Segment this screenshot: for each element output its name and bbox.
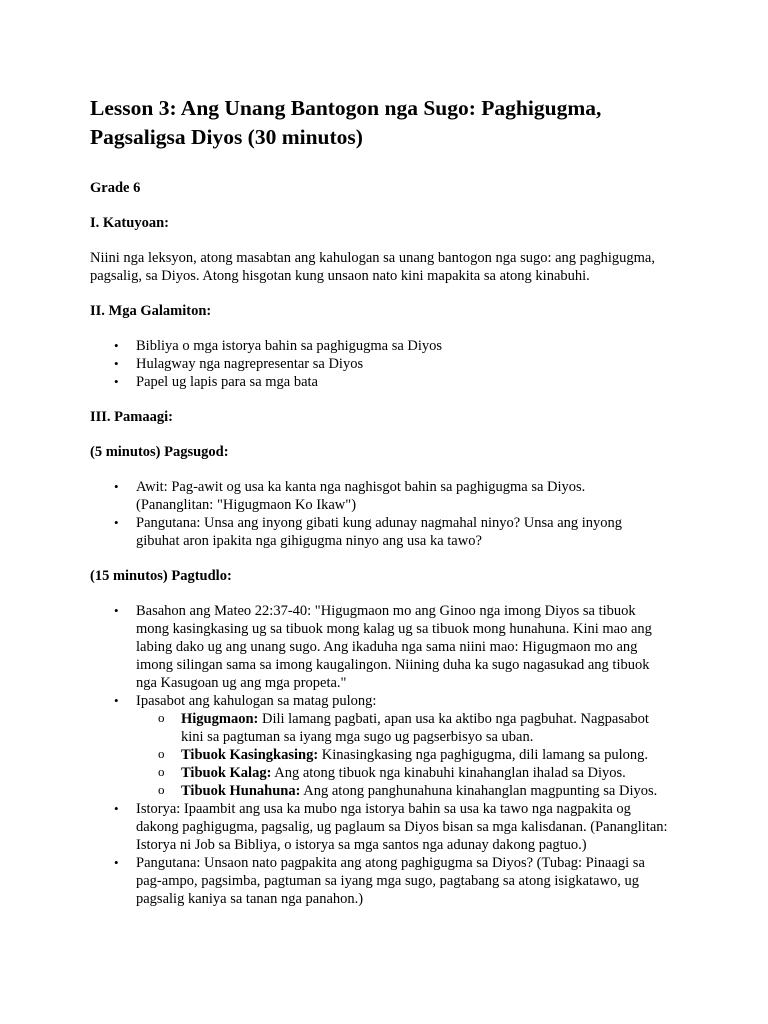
objective-heading: I. Katuyoan: [90,215,169,231]
materials-heading: II. Mga Galamiton: [90,303,212,319]
terms-list [136,710,671,800]
term-item [158,746,671,764]
bullet-icon: • [114,338,119,353]
list-item: • Bibliya o mga istorya bahin sa paghigugma sa Diyos [114,338,443,354]
list-item: • Awit: Pag-awit og usa ka kanta nga naghisgot bahin sa paghigugma sa Diyos. (Pananglitan: "Higugmaon Ko Ikaw") [114,479,586,513]
opening-list [90,478,666,550]
term-definition: Kinasingkasing nga paghigugma, dili lamang sa pulong. [318,747,648,763]
teaching-list [90,602,671,908]
list-item: • Ipasabot ang kahulogan sa matag pulong: o Higugmaon: Dili lamang pagbati, apan usa ka aktibo nga pagbuhat. Nagpasabot kini sa pagtuman sa iyang mga sugo ug pagserbisyo sa uban. o Tibuok Kasingkasing: Kinasingkasing nga paghigugma, dili lamang sa pulong. o Tibuok Kalag: Ang atong tibuok nga kinabuhi kinahanglan ihalad sa Diyos. o Tibuok Hunahuna: Ang atong panghunahuna kinahanglan magpunting sa Diyos. [136,692,671,800]
procedure-heading: III. Pamaagi: [90,409,173,425]
objective-text: Niini nga leksyon, atong masabtan ang kahulogan sa unang bantogon nga sugo: ang paghigugma, pagsalig, sa Diyos. Atong hisgotan kung unsaon nato kini mapakita sa atong kinabuhi. [90,250,655,284]
term-definition: Ang atong panghunahuna kinahanglan magpunting sa Diyos. [300,783,658,799]
term-definition: Ang atong tibuok nga kinabuhi kinahanglan ihalad sa Diyos. [271,765,626,781]
bullet-icon: • [114,603,119,618]
term-item [158,764,671,782]
list-item: • Hulagway nga nagrepresentar sa Diyos [114,356,364,372]
list-item: • Istorya: Ipaambit ang usa ka mubo nga istorya bahin sa usa ka tawo nga nagpakita og dakong paghigugma, pagsalig, ug paglaum sa Diyos bisan sa mga kalisdanan. (Pananglitan: Istorya ni Job sa Bibliya, o istorya sa mga santos nga adunay dakong pagtuo.) [114,801,668,853]
bullet-icon: • [114,479,119,494]
term-item [158,782,671,800]
bullet-icon: • [114,515,119,530]
teaching-heading: (15 minutos) Pagtudlo: [90,568,232,584]
term-label: Tibuok Hunahuna: [181,783,301,799]
bullet-icon: • [114,801,119,816]
term-label: Tibuok Kalag: [181,765,272,781]
list-item: • Pangutana: Unsaon nato pagpakita ang atong paghigugma sa Diyos? (Tubag: Pinaagi sa pag-ampo, pagsimba, pagtuman sa iyang mga sugo, pagtabang sa atong isigkatawo, ug pagsalig kaniya sa tanan nga panahon.) [114,855,645,907]
sub-bullet-icon: o [158,782,165,797]
list-item: • Basahon ang Mateo 22:37-40: "Higugmaon mo ang Ginoo nga imong Diyos sa tibuok mong kasingkasing ug sa tibuok mong kalag ug sa tibuok mong hunahuna. Kini mao ang labing dako ug ang unang sugo. Ang ikaduha nga sama niini mao: Higugmaon mo ang imong silingan sama sa imong kaugalingon. Niining duha ka sugo nagasukad ang tibuok nga Kasugoan ug ang mga propeta." [114,603,652,691]
materials-list [90,337,688,391]
sub-bullet-icon: o [158,710,165,725]
bullet-icon: • [114,374,119,389]
bullet-icon: • [114,356,119,371]
grade-label: Grade 6 [90,180,141,196]
bullet-icon: • [114,693,119,708]
bullet-icon: • [114,855,119,870]
term-item [158,710,671,746]
list-item: • Pangutana: Unsa ang inyong gibati kung adunay nagmahal ninyo? Unsa ang inyong gibuhat aron ipakita nga gihigugma ninyo ang usa ka tawo? [114,515,623,549]
term-label: Tibuok Kasingkasing: [181,747,319,763]
sub-bullet-icon: o [158,746,165,761]
term-label: Higugmaon: [181,711,259,727]
term-definition: Dili lamang pagbati, apan usa ka aktibo nga pagbuhat. Nagpasabot kini sa pagtuman sa iyang mga sugo ug pagserbisyo sa uban. [181,711,649,745]
lesson-title: Lesson 3: Ang Unang Bantogon nga Sugo: Paghigugma, Pagsaligsa Diyos (30 minutos) [90,96,602,149]
opening-heading: (5 minutos) Pagsugod: [90,444,229,460]
list-item: • Papel ug lapis para sa mga bata [114,374,318,390]
sub-bullet-icon: o [158,764,165,779]
